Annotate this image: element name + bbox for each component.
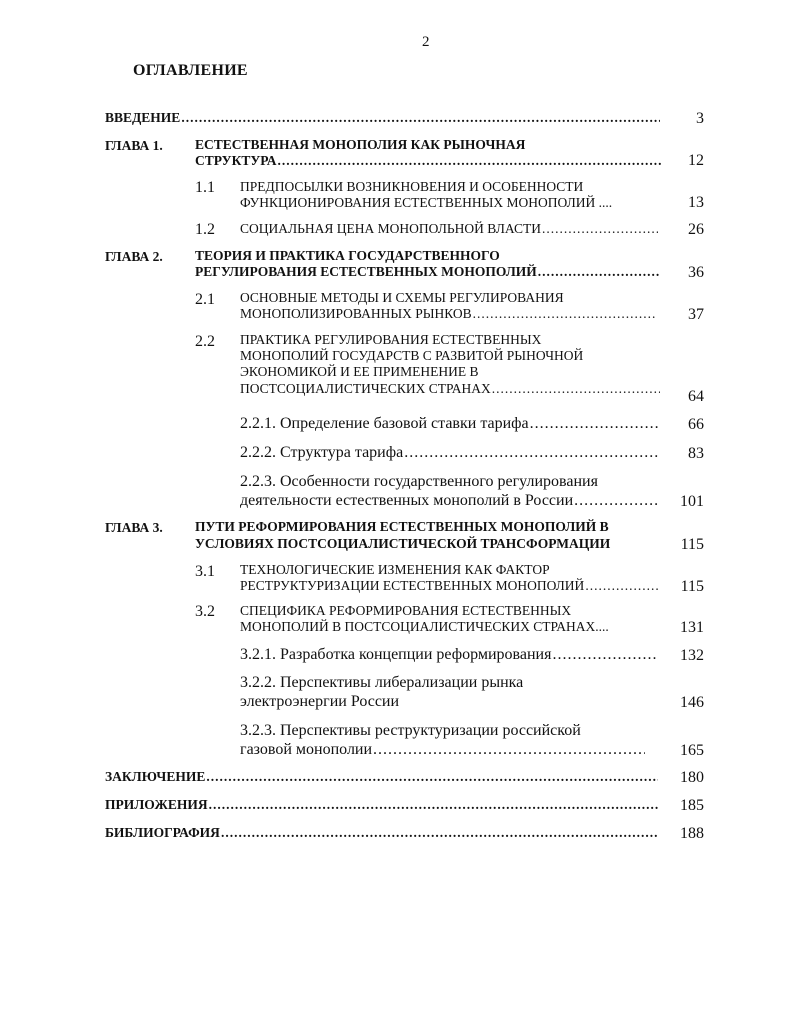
chapter-title-end: УСЛОВИЯХ ПОСТСОЦИАЛИСТИЧЕСКОЙ ТРАНСФОРМАЦИИ [195, 536, 611, 551]
toc-page-number: 185 [680, 797, 704, 814]
section-title: ПРЕДПОСЫЛКИ ВОЗНИКНОВЕНИЯ И ОСОБЕННОСТИ [240, 179, 584, 194]
chapter-title: ЕСТЕСТВЕННАЯ МОНОПОЛИЯ КАК РЫНОЧНАЯ [195, 137, 526, 152]
section-title: ОСНОВНЫЕ МЕТОДЫ И СХЕМЫ РЕГУЛИРОВАНИЯ [240, 290, 564, 305]
section-number: 1.1 [195, 179, 215, 196]
toc-page-number: 101 [680, 493, 704, 510]
section-title-end: ФУНКЦИОНИРОВАНИЯ ЕСТЕСТВЕННЫХ МОНОПОЛИЙ .... [240, 195, 613, 210]
toc-page-number: 188 [680, 825, 704, 842]
toc-page-number: 12 [688, 152, 704, 169]
section-number: 3.2 [195, 603, 215, 620]
section-title-end: МОНОПОЛИЗИРОВАННЫХ РЫНКОВ ..... [240, 306, 656, 322]
subsection-entry: 3.2.2. Перспективы либерализации рынка [240, 674, 524, 691]
page-number: 2 [422, 34, 430, 50]
subsection-entry-end: деятельности естественных монополий в России ..... [240, 493, 658, 509]
toc-page-number: 13 [688, 194, 704, 211]
toc-entry-conclusion: ЗАКЛЮЧЕНИЕ ..... [105, 769, 658, 785]
toc-page-number: 131 [680, 619, 704, 636]
toc-page-number: 132 [680, 647, 704, 664]
section-number: 2.2 [195, 333, 215, 350]
chapter-label: ГЛАВА 2. [105, 249, 163, 264]
section-title: МОНОПОЛИЙ ГОСУДАРСТВ С РАЗВИТОЙ РЫНОЧНОЙ [240, 348, 584, 363]
toc-page-number: 64 [688, 388, 704, 405]
section-title: ЭКОНОМИКОЙ И ЕЕ ПРИМЕНЕНИЕ В [240, 364, 479, 379]
toc-title: ОГЛАВЛЕНИЕ [133, 62, 248, 79]
subsection-entry: 2.2.2. Структура тарифа ..... [240, 445, 658, 461]
section-number: 1.2 [195, 221, 215, 238]
toc-entry-label: ВВЕДЕНИЕ [105, 110, 181, 125]
toc-page-number: 165 [680, 742, 704, 759]
toc-page-number: 3 [696, 110, 704, 127]
chapter-label: ГЛАВА 1. [105, 138, 163, 153]
subsection-entry-end: газовой монополии ..... [240, 742, 645, 758]
chapter-title: ПУТИ РЕФОРМИРОВАНИЯ ЕСТЕСТВЕННЫХ МОНОПОЛИЙ В [195, 519, 609, 534]
subsection-entry-end: электроэнергии России [240, 693, 400, 710]
section-number: 3.1 [195, 563, 215, 580]
toc-page-number: 36 [688, 264, 704, 281]
chapter-title: ТЕОРИЯ И ПРАКТИКА ГОСУДАРСТВЕННОГО [195, 248, 500, 263]
section-title-end: МОНОПОЛИЙ В ПОСТСОЦИАЛИСТИЧЕСКИХ СТРАНАХ.... [240, 619, 609, 634]
toc-entry-appendices: ПРИЛОЖЕНИЯ ..... [105, 797, 658, 813]
subsection-entry: 3.2.1. Разработка концепции реформирования ..... [240, 647, 658, 663]
toc-page-number: 83 [688, 445, 704, 462]
section-number: 2.1 [195, 291, 215, 308]
toc-page-number: 146 [680, 694, 704, 711]
subsection-entry: 2.2.3. Особенности государственного регулирования [240, 473, 598, 490]
toc-page-number: 115 [680, 578, 704, 595]
section-title-end: РЕСТРУКТУРИЗАЦИИ ЕСТЕСТВЕННЫХ МОНОПОЛИЙ ..... [240, 578, 658, 594]
section-title: ТЕХНОЛОГИЧЕСКИЕ ИЗМЕНЕНИЯ КАК ФАКТОР [240, 562, 550, 577]
toc-entry-bibliography: БИБЛИОГРАФИЯ ..... [105, 825, 658, 841]
toc-entry-intro [105, 110, 660, 126]
toc-page-number: 180 [680, 769, 704, 786]
toc-page-number: 66 [688, 416, 704, 433]
toc-page-number: 115 [680, 536, 704, 553]
section-title: СПЕЦИФИКА РЕФОРМИРОВАНИЯ ЕСТЕСТВЕННЫХ [240, 603, 572, 618]
section-title-end: ПОСТСОЦИАЛИСТИЧЕСКИХ СТРАНАХ ..... [240, 381, 660, 397]
subsection-entry: 2.2.1. Определение базовой ставки тарифа ..... [240, 416, 660, 432]
chapter-label: ГЛАВА 3. [105, 520, 163, 535]
toc-page-number: 26 [688, 221, 704, 238]
chapter-title-end: РЕГУЛИРОВАНИЯ ЕСТЕСТВЕННЫХ МОНОПОЛИЙ ..... [195, 264, 660, 280]
section-title: ПРАКТИКА РЕГУЛИРОВАНИЯ ЕСТЕСТВЕННЫХ [240, 332, 542, 347]
section-title: СОЦИАЛЬНАЯ ЦЕНА МОНОПОЛЬНОЙ ВЛАСТИ ..... [240, 221, 658, 237]
chapter-title-end: СТРУКТУРА ..... [195, 153, 661, 169]
toc-page-number: 37 [688, 306, 704, 323]
subsection-entry: 3.2.3. Перспективы реструктуризации российской [240, 722, 581, 739]
